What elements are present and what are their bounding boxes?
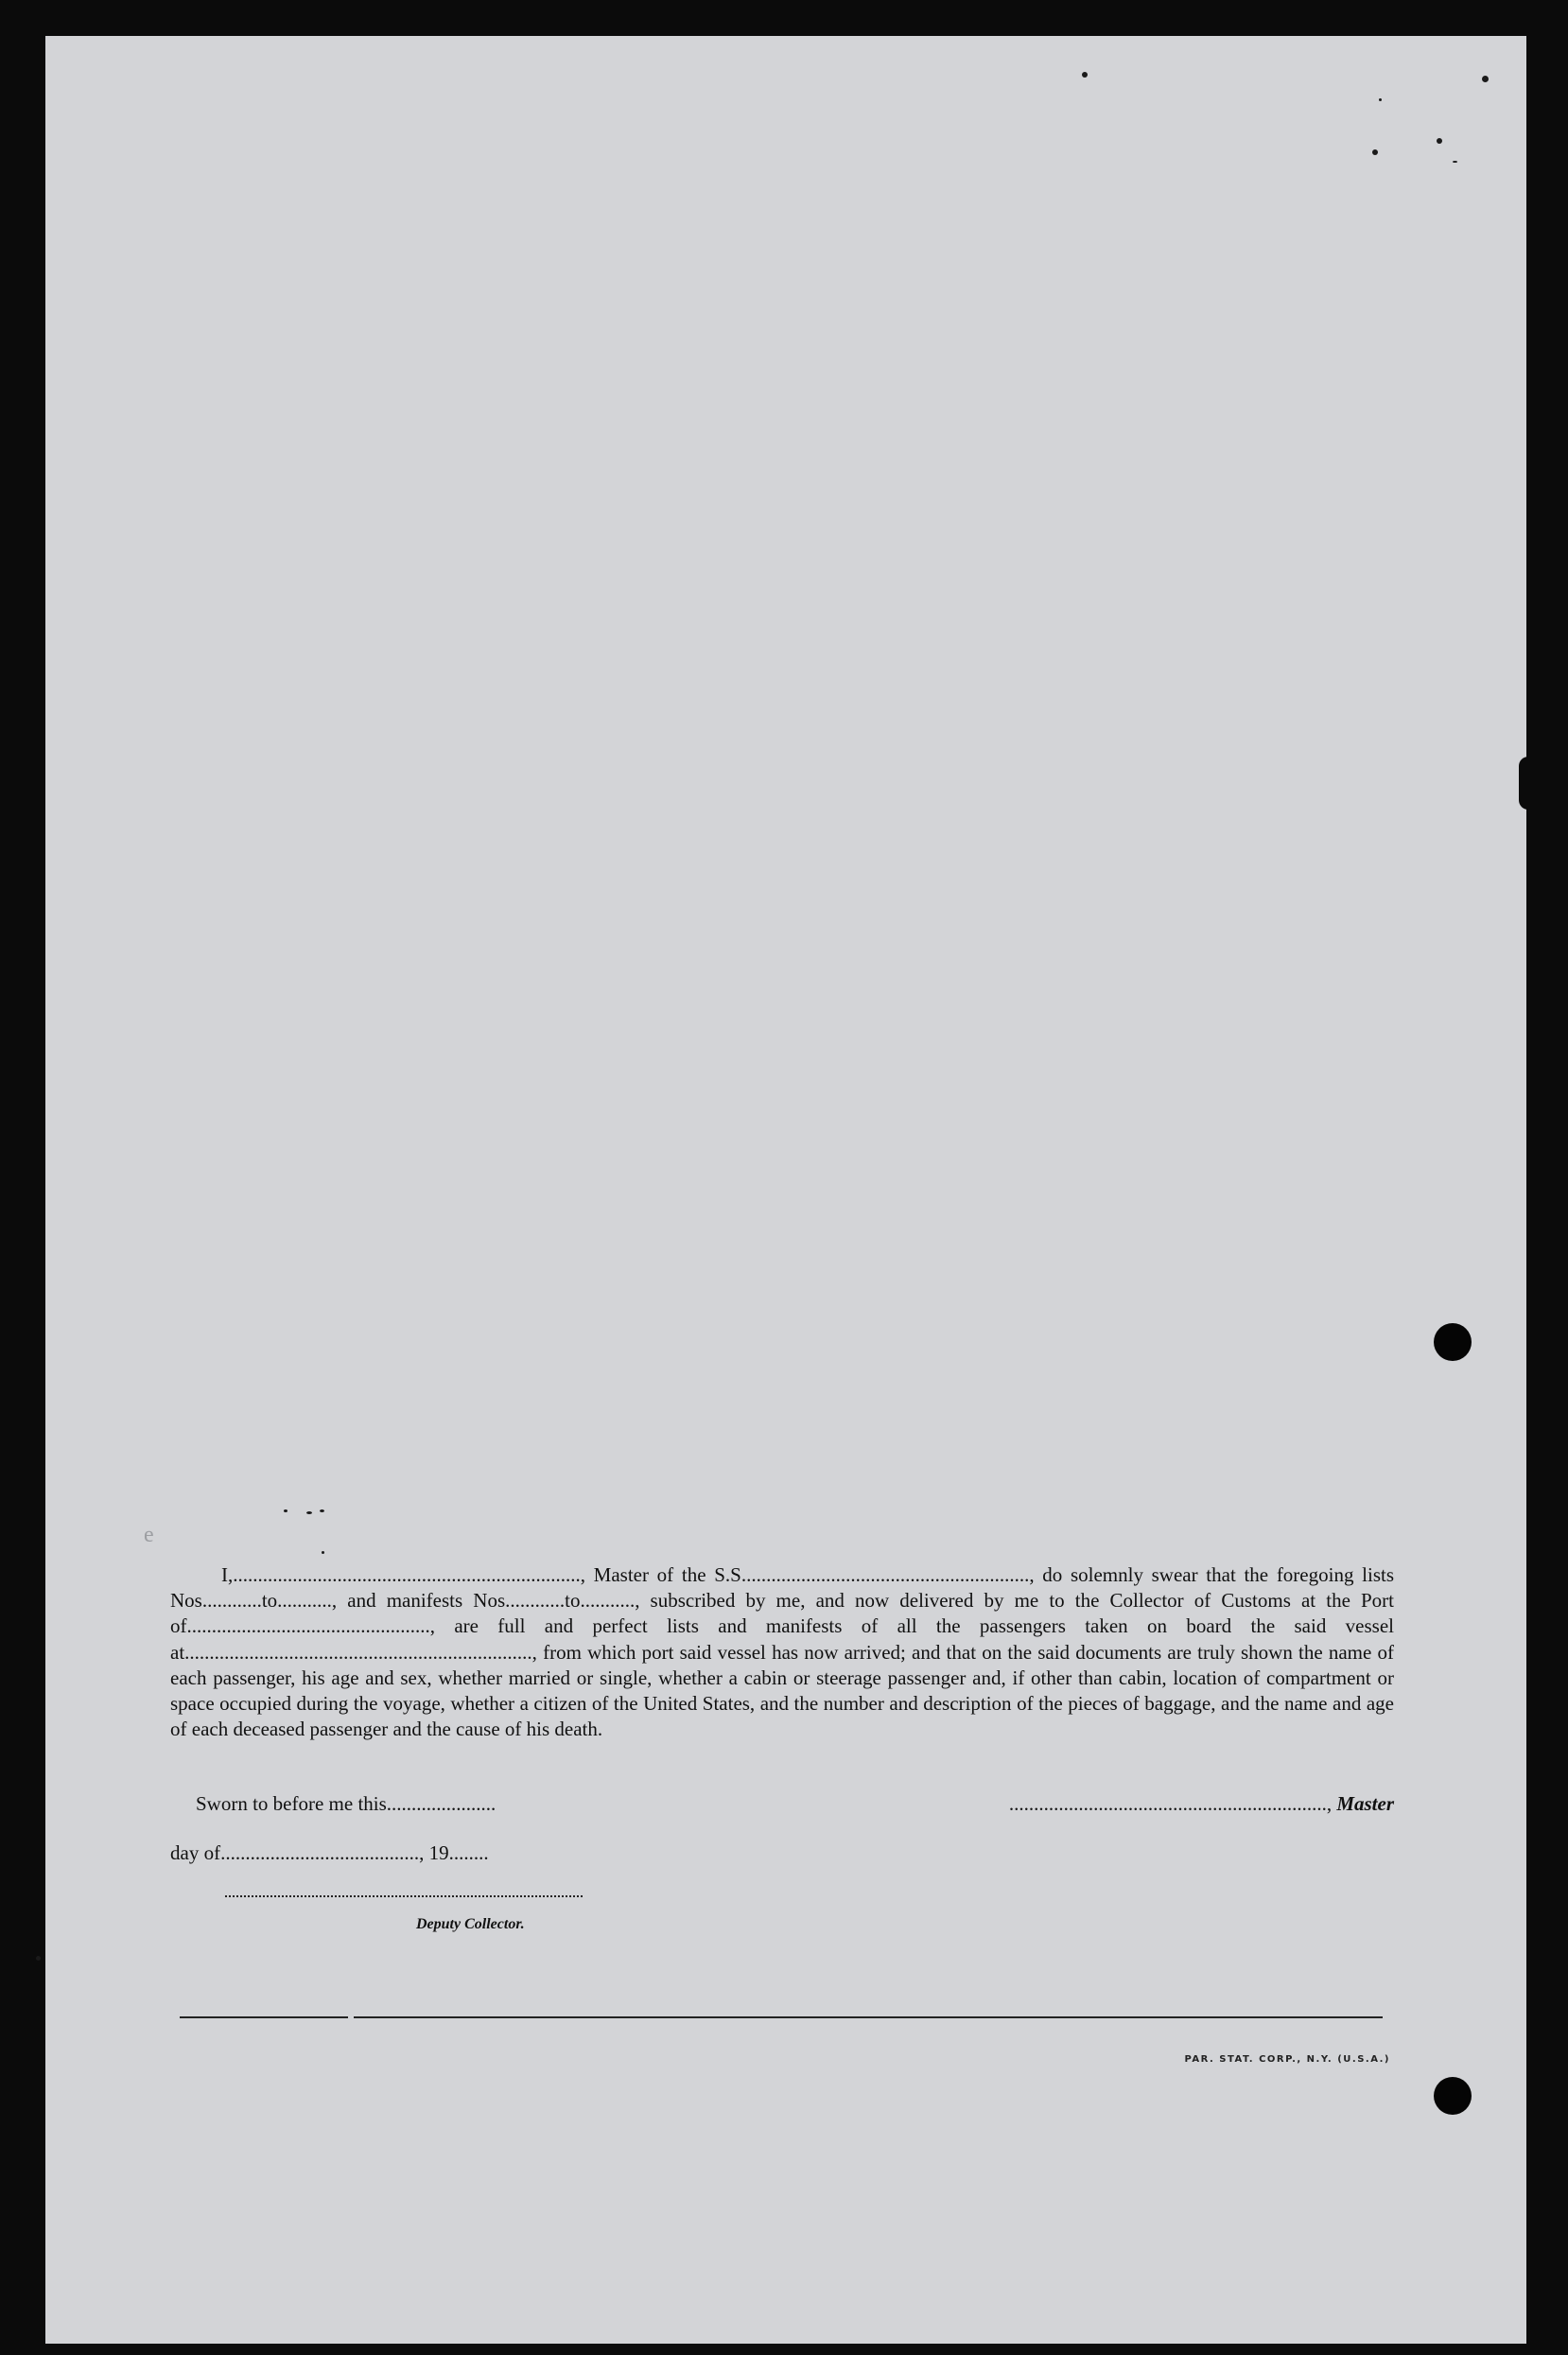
speck [284,1509,287,1512]
oath-paragraph: I,......................................................................, Master of the S.S.........................................................., do solemnly swear that the foregoing lists Nos............to..........., and manifests Nos............to..........., subscribed by me, and now delivered by me to the Collector of Customs at the Port of................................................., are full and perfect lists and manifests of all the passengers taken on board the said vessel at......................................................................, from which port said vessel has now arrived; and that on the said documents are truly shown the name of each passenger, his age and sex, whether married or single, whether a cabin or steerage passenger and, if other than cabin, location of compartment or space occupied during the voyage, whether a citizen of the United States, and the number and description of the pieces of baggage, and the name and age of each deceased passenger and the cause of his death. [170,1563,1394,1741]
faint-mark: e [144,1523,154,1547]
speck [1482,76,1489,82]
deputy-collector-label: Deputy Collector. [416,1916,525,1932]
document-page [45,36,1526,2344]
master-signature-line [1009,1792,1394,1816]
speck [1379,98,1382,101]
printer-imprint: PAR. STAT. CORP., N.Y. (U.S.A.) [1184,2054,1390,2065]
master-label: Master [1336,1792,1394,1815]
punch-hole-top [1434,1323,1472,1361]
footer-rule-right [354,2016,1383,2018]
speck [1372,149,1378,155]
deputy-signature-line [225,1886,583,1897]
speck [306,1511,312,1514]
speck [1437,138,1442,144]
speck [1453,161,1457,163]
page-edge-notch [1519,757,1530,810]
speck [322,1551,324,1554]
speck [1082,72,1088,78]
speck [36,1956,41,1961]
speck [320,1509,324,1512]
day-line: day of........................................, 19........ [170,1841,489,1864]
sworn-line: Sworn to before me this...................... [196,1792,497,1815]
punch-hole-bottom [1434,2077,1472,2115]
master-dots: ................................................................, [1008,1792,1337,1815]
footer-rule-left [180,2016,348,2018]
